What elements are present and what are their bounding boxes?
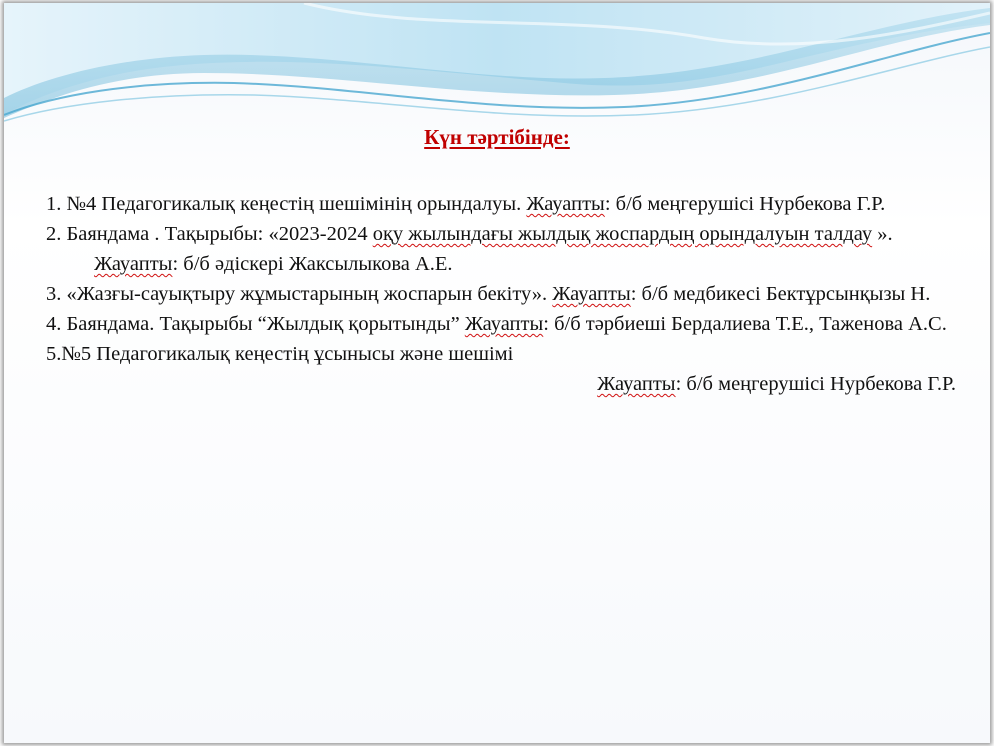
responsible-label: Жауапты — [526, 193, 605, 215]
agenda-item-5 — [46, 339, 966, 369]
item-text: Баяндама. Тақырыбы “Жылдық қорытынды” — [66, 313, 465, 335]
item-text: №5 Педагогикалық кеңестің ұсынысы және шешімі — [61, 343, 514, 365]
item-text-spellcheck: оқу жылындағы жылдық жоспардың орындалуын талдау — [372, 223, 873, 245]
responsible-label: Жауапты — [464, 313, 544, 335]
item-text: «Жазғы-сауықтыру жұмыстарының жоспарын бекіту». — [66, 283, 553, 305]
responsible-value: : б/б медбикесі Бектұрсынқызы Н. — [630, 283, 931, 305]
agenda-item-5-responsible — [46, 369, 966, 399]
responsible-value: : б/б меңгерушісі Нурбекова Г.Р. — [604, 193, 886, 215]
item-number: 3. — [46, 283, 67, 305]
responsible-label: Жауапты — [552, 283, 631, 305]
slide-title: Күн тәртібінде: — [424, 125, 570, 149]
header-wave-decoration — [4, 3, 990, 133]
agenda-item-2 — [46, 219, 966, 279]
agenda-item-1 — [46, 189, 966, 219]
responsible-label: Жауапты — [597, 373, 676, 395]
item-text: Баяндама — [66, 223, 155, 245]
agenda-item-3 — [46, 279, 966, 309]
item-number: 5. — [46, 343, 62, 365]
slide — [4, 3, 990, 743]
responsible-value: : б/б меңгерушісі Нурбекова Г.Р. — [675, 373, 956, 395]
responsible-value: : б/б тәрбиеші Бердалиева Т.Е., Таженова А.С. — [543, 313, 947, 335]
responsible-value: : б/б әдіскері Жаксылыкова А.Е. — [172, 253, 453, 275]
item-text: ». — [872, 223, 893, 245]
agenda-item-4 — [46, 309, 966, 339]
item-number: 2. — [46, 223, 67, 245]
item-text: №4 Педагогикалық кеңестің шешімінің орындалуы. — [66, 193, 527, 215]
agenda-list — [46, 189, 966, 399]
responsible-label: Жауапты — [94, 253, 173, 275]
item-number: 4. — [46, 313, 67, 335]
item-text: . Тақырыбы: «2023-2024 — [154, 223, 373, 245]
item-number: 1. — [46, 193, 67, 215]
